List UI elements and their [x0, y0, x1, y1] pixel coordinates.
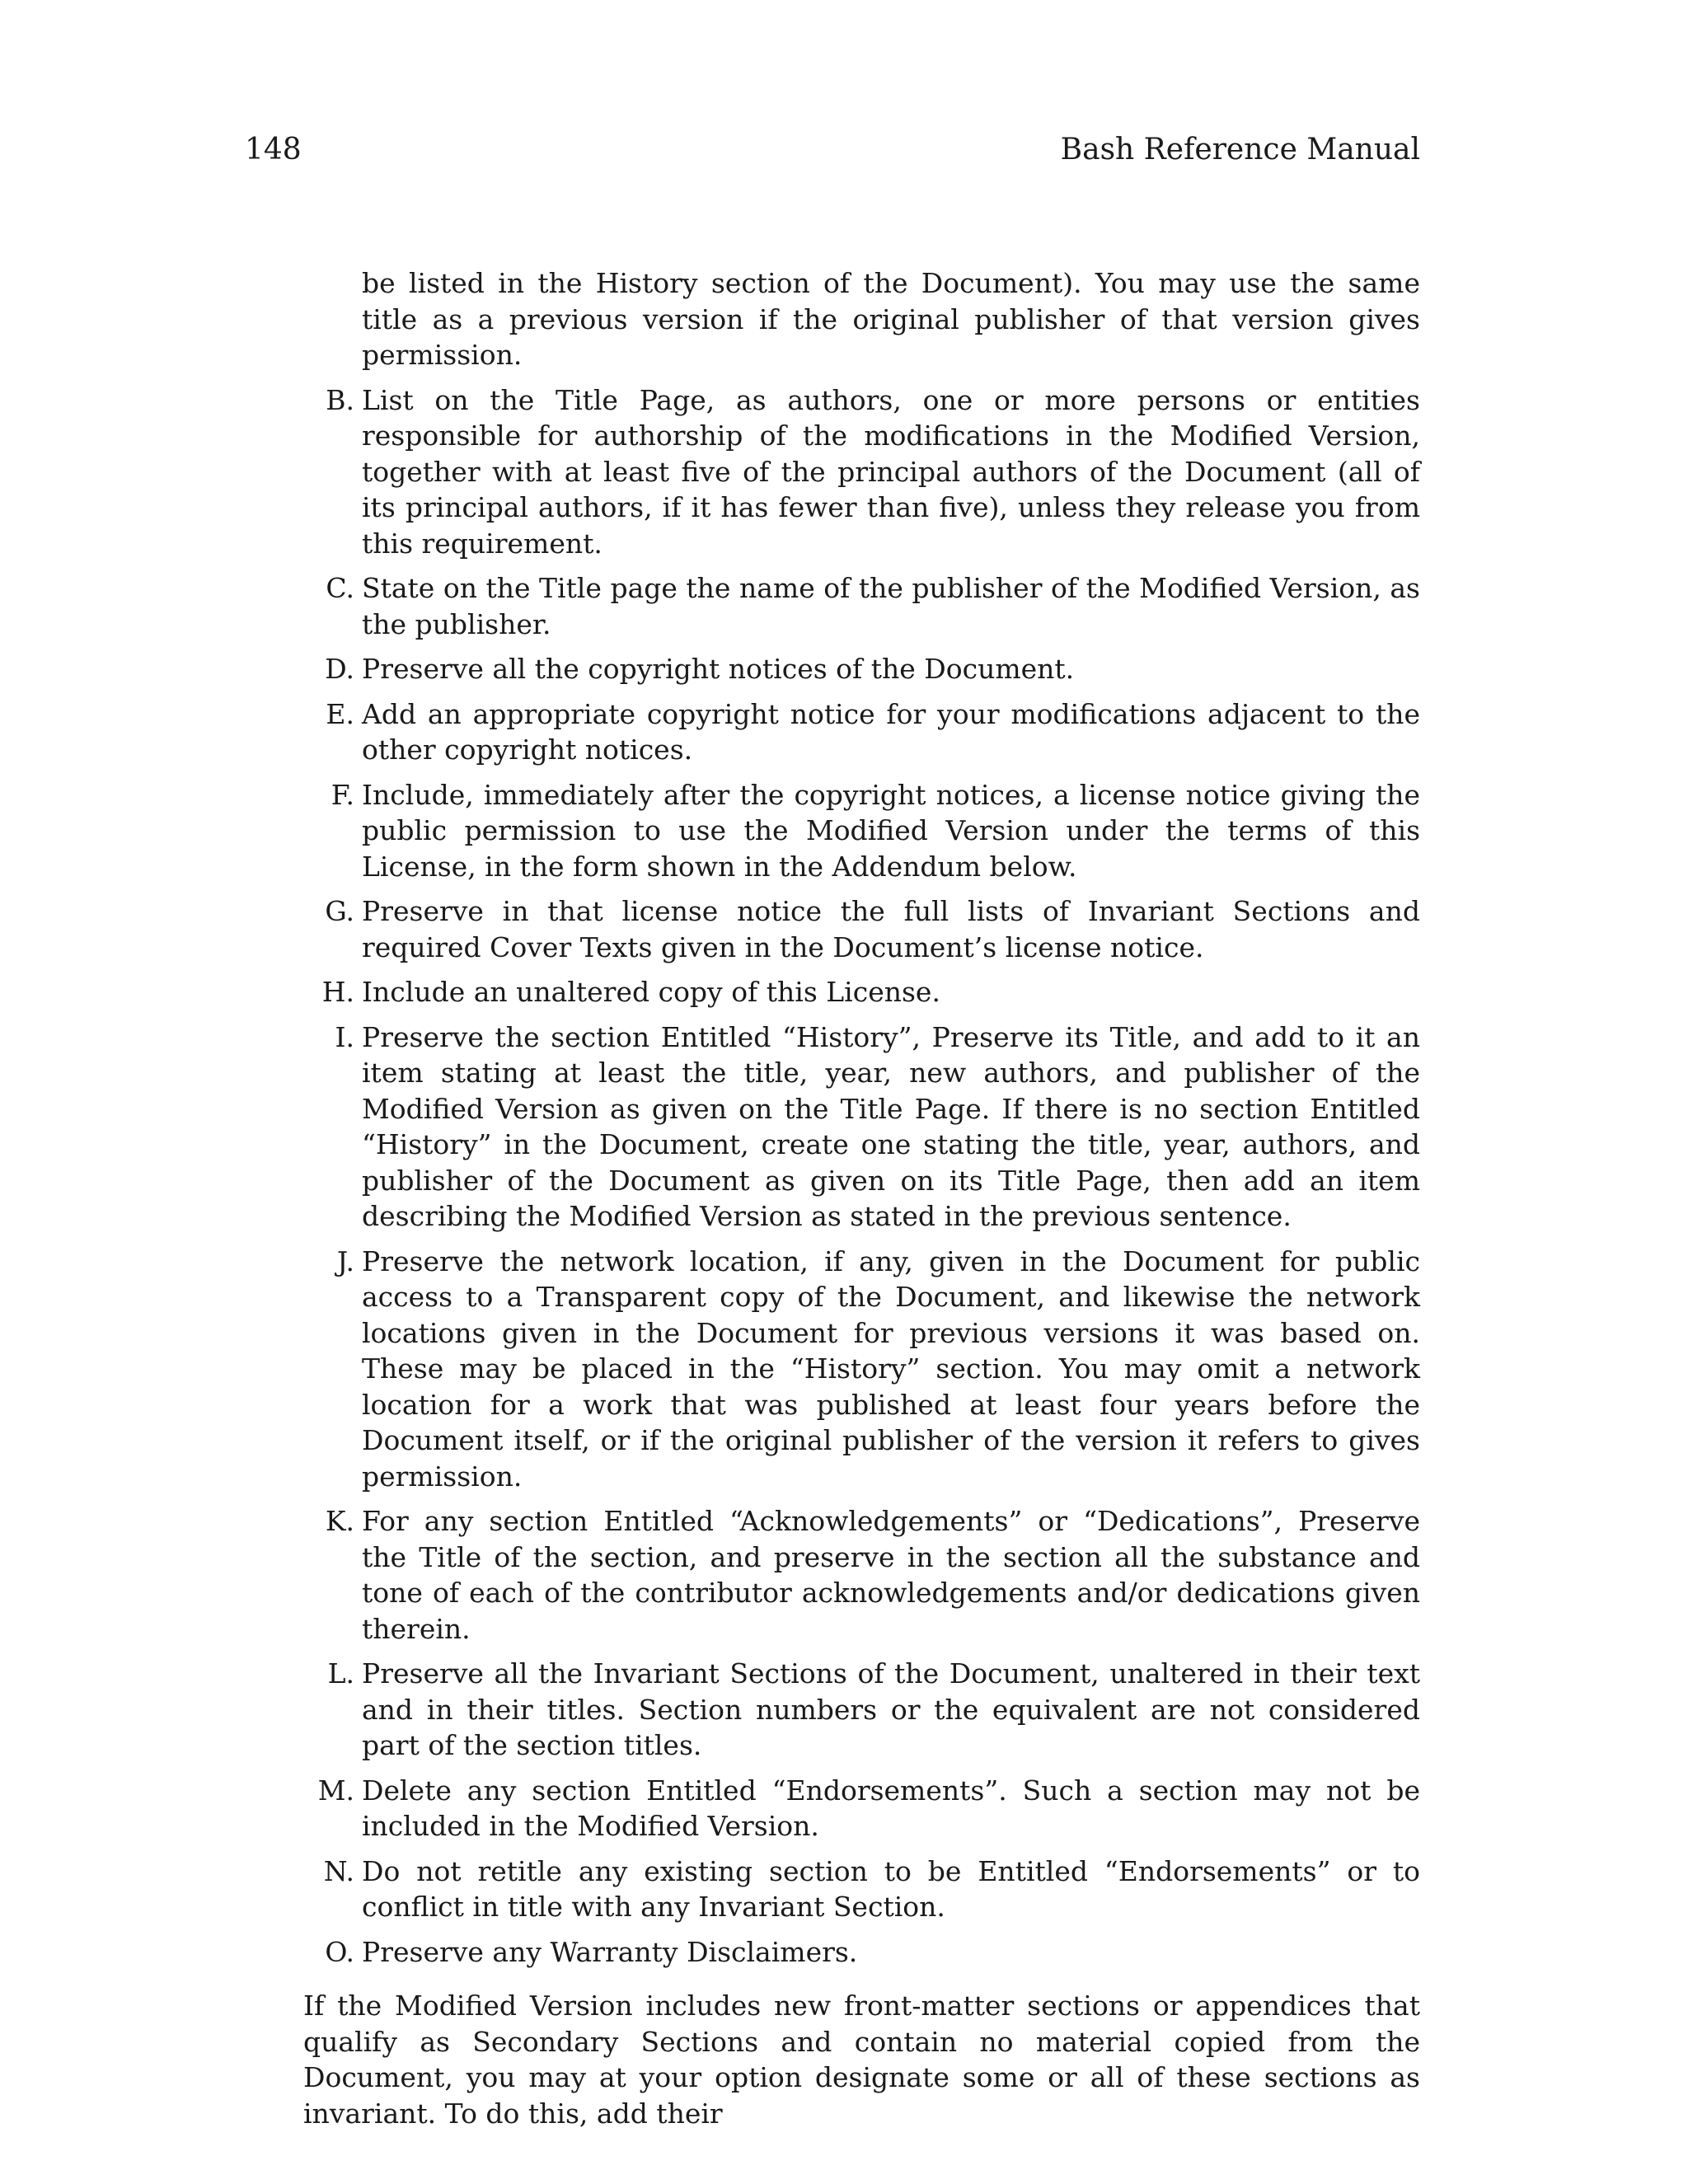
list-item [303, 1656, 1420, 1764]
list-item-text: Preserve all the Invariant Sections of the Document, unaltered in their text and in their titles. Section numbers or the equivalent are not considered part of the section titles. [362, 1657, 1420, 1761]
list-item-text: Do not retitle any existing section to be Entitled “Endorsements” or to conflict in title with any Invariant Section. [362, 1854, 1420, 1923]
list-item [303, 777, 1420, 885]
list-item-text: For any section Entitled “Acknowledgements” or “Dedications”, Preserve the Title of the section, and preserve in the section all the substance and tone of each of the contributor acknowledgements and/or dedications given therein. [362, 1505, 1420, 1645]
page-header [245, 130, 1420, 170]
list-item-text: Delete any section Entitled “Endorsements”. Such a section may not be included in the Modified Version. [362, 1774, 1420, 1842]
list-marker: M. [317, 1774, 354, 1807]
list-item [303, 382, 1420, 562]
list-marker: K. [325, 1505, 354, 1537]
list-item [303, 1934, 1420, 1971]
list-marker: J. [336, 1244, 354, 1277]
list-item [303, 974, 1420, 1010]
list-item-text: Include an unaltered copy of this License. [362, 976, 940, 1008]
list-item-text: Add an appropriate copyright notice for your modifications adjacent to the other copyright notices. [362, 697, 1420, 766]
list-item-text: Preserve any Warranty Disclaimers. [362, 1935, 858, 1968]
list-item [303, 1773, 1420, 1844]
list-marker: H. [321, 976, 354, 1008]
running-title: Bash Reference Manual [1060, 133, 1420, 166]
modification-conditions-list [303, 382, 1420, 1971]
list-item [303, 893, 1420, 965]
list-item [303, 1503, 1420, 1647]
page-number: 148 [245, 133, 302, 166]
list-item [303, 696, 1420, 768]
list-item [303, 651, 1420, 687]
list-item-text: List on the Title Page, as authors, one or more persons or entities responsible for authorship of the modifications in the Modified Version, together with at least five of the principal authors of the Document (all of its principal authors, if it has fewer than five), unless they release you from this requirement. [362, 383, 1420, 560]
list-marker: N. [323, 1854, 354, 1887]
list-item [303, 570, 1420, 642]
list-marker: O. [325, 1935, 354, 1968]
list-marker: B. [326, 383, 354, 416]
list-marker: I. [335, 1020, 354, 1053]
list-item [303, 1854, 1420, 1925]
list-item-text: Preserve the network location, if any, given in the Document for public access to a Transparent copy of the Document, and likewise the network locations given in the Document for previous versions it was based on. These may be placed in the “History” section. You may omit a network location for a work that was published at least four years before the Document itself, or if the original publisher of the version it refers to gives permission. [362, 1244, 1420, 1493]
list-marker: F. [331, 778, 354, 811]
list-marker: L. [327, 1657, 354, 1690]
body-text [303, 265, 1420, 2131]
list-item-text: Preserve all the copyright notices of the Document. [362, 653, 1075, 685]
list-item-text: Include, immediately after the copyright notices, a license notice giving the public permission to use the Modified Version under the terms of this License, in the form shown in the Addendum below. [362, 778, 1420, 883]
list-marker: D. [325, 653, 354, 685]
list-marker: G. [325, 895, 354, 927]
closing-paragraph: If the Modified Version includes new front-matter sections or appendices that qualify as Secondary Sections and contain no material copied from the Document, you may at your option designate some or all of these sections as invariant. To do this, add their [303, 1990, 1420, 2130]
list-marker: C. [326, 572, 354, 604]
list-item-text: Preserve the section Entitled “History”, Preserve its Title, and add to it an item stating at least the title, year, new authors, and publisher of the Modified Version as given on the Title Page. If there is no section Entitled “History” in the Document, create one stating the title, year, authors, and publisher of the Document as given on its Title Page, then add an item describing the Modified Version as stated in the previous sentence. [362, 1020, 1420, 1232]
list-item-text: Preserve in that license notice the full lists of Invariant Sections and required Cover Texts given in the Document’s license notice. [362, 895, 1420, 963]
continuation-text: be listed in the History section of the Document). You may use the same title as a previous version if the original publisher of that version gives permission. [362, 267, 1420, 371]
list-item [303, 1019, 1420, 1235]
list-item-text: State on the Title page the name of the publisher of the Modified Version, as the publisher. [362, 572, 1420, 640]
list-marker: E. [326, 697, 354, 730]
list-item [303, 1244, 1420, 1495]
